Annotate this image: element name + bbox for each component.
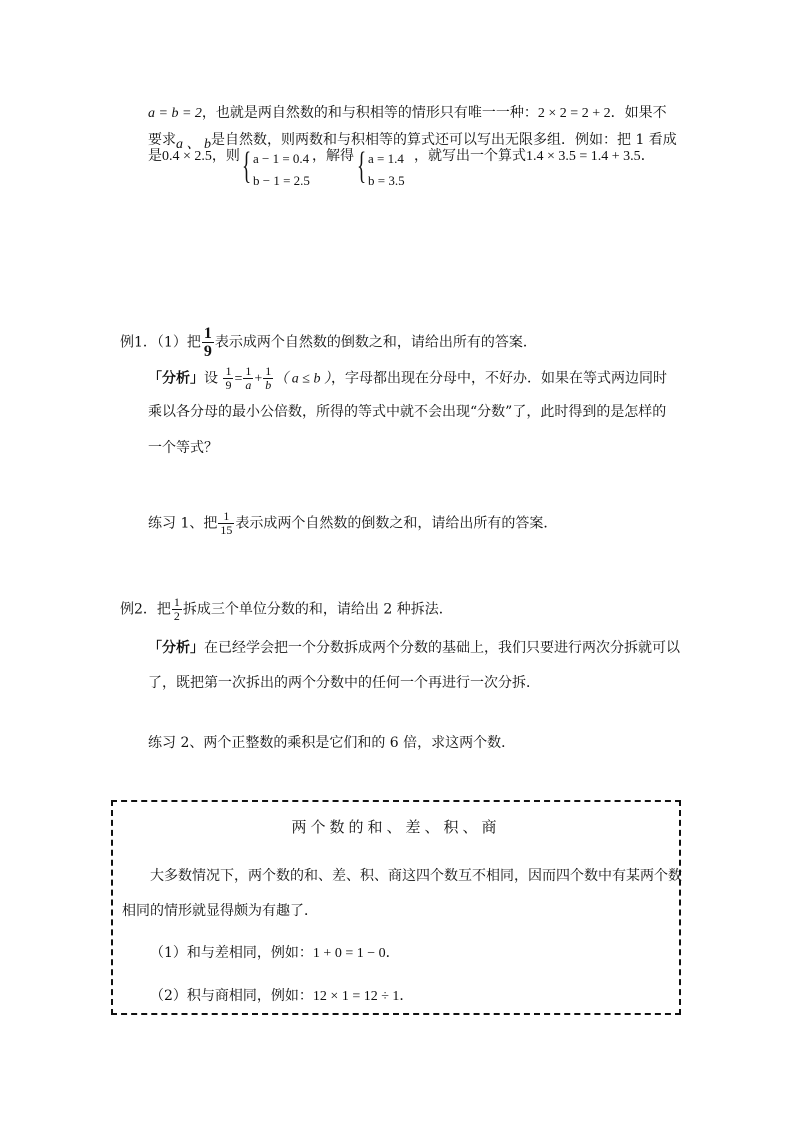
intro-final-equation: 1.4 × 3.5 = 1.4 + 3.5 (526, 149, 641, 164)
fraction-1-a (243, 365, 253, 392)
example-2-label: 例2． (120, 601, 157, 618)
example-1-analysis-line-2: 乘以各分母的最小公倍数，所得的等式中就不会出现“分数”了，此时得到的是怎样的 (148, 404, 667, 420)
system-1-row-1: a − 1 = 0.4 (253, 151, 310, 166)
fraction-1-9 (223, 365, 233, 392)
intro-line-3-tail (414, 146, 655, 167)
numerator: 1 (218, 510, 234, 524)
fraction-1-15 (218, 510, 234, 537)
analysis-text: ，字母都出现在分母中，不好办．如果在等式两边同时 (330, 370, 667, 387)
numerator: 1 (203, 325, 212, 342)
analysis-label: 「分析」 (148, 370, 204, 387)
box-title: 两个数的和、差、积、商 (291, 818, 501, 836)
intro-equation-2x2: 2 × 2 = 2 + 2 (537, 106, 611, 121)
intro-text-tail: ．如果不 (610, 105, 667, 121)
fraction-1-b (263, 365, 273, 392)
practice-1 (148, 510, 557, 537)
numerator: 1 (173, 595, 180, 609)
intro-solve-text: ，解得 (312, 148, 354, 164)
intro-text: ，则 (211, 148, 240, 164)
example-1-analysis-line-3: 一个等式？ (148, 440, 218, 456)
numerator: 1 (225, 364, 232, 378)
example-2-analysis-line-2: 了，既把第一次拆出的两个分数中的任何一个再进行一次分拆． (148, 675, 540, 691)
system-1-row-2: b − 1 = 2.5 (253, 173, 310, 188)
item-end: ． (399, 988, 414, 1004)
analysis-text: 设 (204, 370, 218, 387)
system-2-row-2: b = 3.5 (368, 173, 405, 188)
analysis-label: 「分析」 (148, 640, 204, 656)
item-end: ． (385, 945, 400, 961)
example-1-analysis-line-1 (148, 365, 667, 392)
intro-text: 是自然数，则两数和与积相等的算式还可以写出无限多组．例如：把 1 看成 (211, 132, 677, 148)
practice-2: 练习 2、两个正整数的乘积是它们和的 6 倍，求这两个数． (148, 735, 516, 751)
example-1-part: （1）把 (156, 334, 201, 351)
box-item-1 (150, 943, 400, 964)
fraction-1-2 (172, 596, 182, 623)
denominator: b (265, 378, 272, 392)
equals-sign: = (234, 371, 243, 387)
intro-line-1 (148, 103, 667, 124)
denominator: 2 (173, 609, 180, 623)
intro-text: 是 (148, 148, 162, 164)
item-equation: 12 × 1 = 12 ÷ 1 (312, 989, 400, 1004)
denominator: 9 (225, 378, 232, 392)
fraction-1-9 (202, 325, 214, 360)
numerator: 1 (245, 364, 252, 378)
intro-vars: a 、 b (176, 137, 211, 152)
denominator: 15 (220, 523, 233, 537)
example-1-heading (120, 325, 537, 360)
item-label: （1）和与差相同，例如： (150, 945, 313, 961)
intro-text: ． (640, 148, 655, 164)
example-1-text: 表示成两个自然数的倒数之和，请给出所有的答案． (214, 334, 537, 351)
system-2-row-1: a = 1.4 (368, 151, 404, 166)
numerator: 1 (265, 364, 272, 378)
item-equation: 1 + 0 = 1 − 0 (312, 946, 386, 961)
example-2-part: 把 (156, 601, 171, 618)
denominator: a (245, 378, 252, 392)
denominator: 9 (203, 343, 212, 360)
example-2-text: 拆成三个单位分数的和，请给出 2 种拆法． (182, 601, 453, 618)
brace-icon: { (357, 145, 367, 187)
example-2-heading (120, 596, 453, 623)
intro-text: ，也就是两自然数的和与积相等的情形只有唯一一种： (201, 105, 538, 121)
plus-sign: + (254, 371, 263, 387)
intro-text: 要求 (148, 132, 176, 148)
info-box (111, 800, 681, 1015)
intro-line-3 (148, 146, 240, 167)
item-label: （2）积与商相同，例如： (150, 988, 313, 1004)
example-2-analysis-line-1 (148, 638, 680, 658)
example-1-label: 例1． (120, 334, 157, 351)
analysis-text: 在已经学会把一个分数拆成两个分数的基础上，我们只要进行两次分拆就可以 (204, 640, 680, 656)
intro-text: ，就写出一个算式 (414, 148, 526, 164)
condition: （ a ≤ b ） (274, 371, 331, 387)
box-paragraph-line-1: 大多数情况下，两个数的和、差、积、商这四个数互不相同，因而四个数中有某两个数 (150, 868, 682, 884)
intro-equation-product: 0.4 × 2.5 (162, 149, 212, 164)
practice-1-label: 练习 1、把 (148, 515, 218, 532)
box-item-2 (150, 986, 413, 1007)
intro-equation-a-b: a = b = 2 (148, 106, 202, 121)
practice-1-text: 表示成两个自然数的倒数之和，请给出所有的答案． (235, 515, 558, 532)
box-paragraph-line-2: 相同的情形就显得颇为有趣了． (122, 903, 318, 919)
brace-icon: { (242, 145, 252, 187)
